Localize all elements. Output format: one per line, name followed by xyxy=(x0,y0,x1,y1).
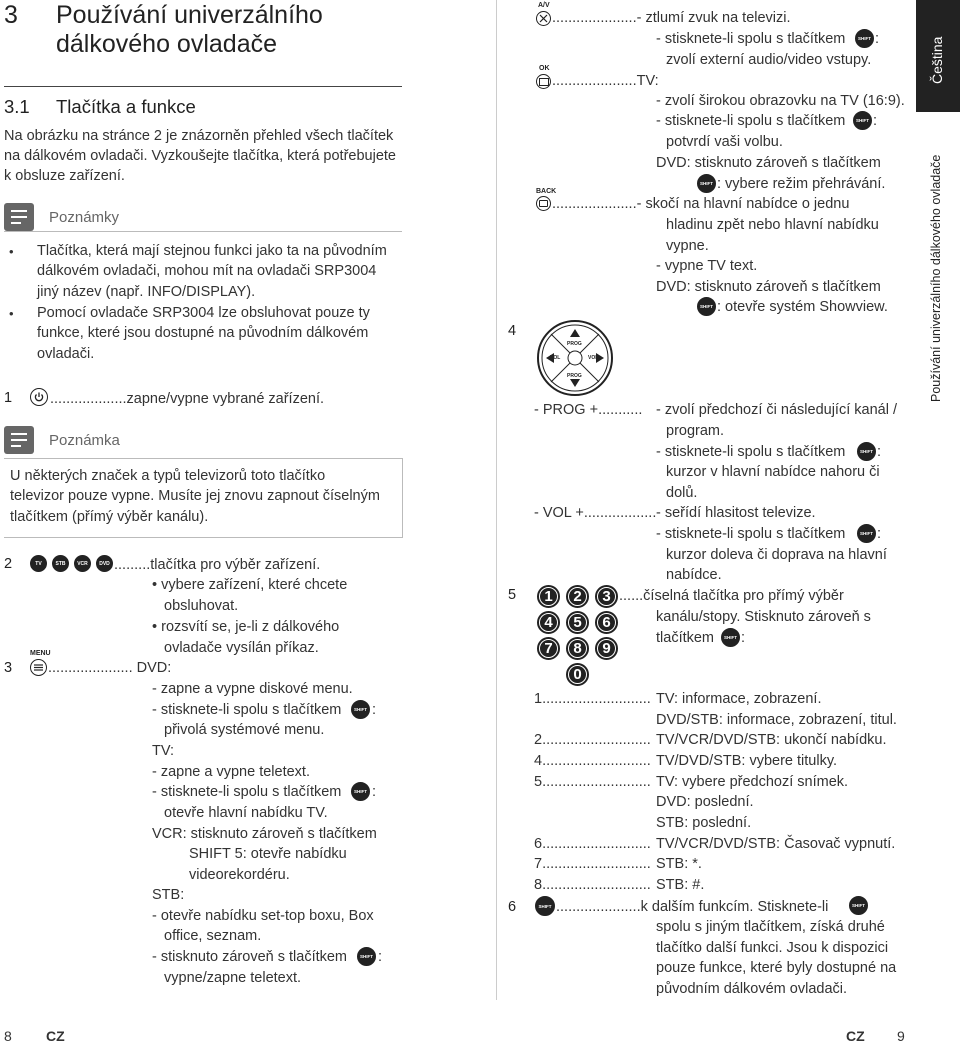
digit-6-button: 6 xyxy=(595,611,618,634)
shift-row-text: TV: informace, zobrazení. xyxy=(656,691,822,707)
prog-line: dolů. xyxy=(666,485,698,501)
item3-line: vypne/zapne teletext. xyxy=(164,970,302,986)
shift-row-text: DVD/STB: informace, zobrazení, titul. xyxy=(656,712,897,728)
shift-row: 6........................... xyxy=(534,836,651,852)
shift-row: 1........................... xyxy=(534,691,651,707)
av-label: A/V xyxy=(538,2,550,9)
digit-0-button: 0 xyxy=(566,663,589,686)
stb-button-icon: STB xyxy=(52,555,69,572)
intro-line: k obsluze zařízení. xyxy=(4,168,125,184)
section-number: 3.1 xyxy=(4,96,30,117)
shift-row-text: TV/VCR/DVD/STB: ukončí nabídku. xyxy=(656,732,887,748)
shift-button-icon: SHIFT xyxy=(535,896,555,916)
item3-line: otevře hlavní nabídku TV. xyxy=(164,805,328,821)
item2-line: ovladače vysílán příkaz. xyxy=(164,640,319,656)
note-line: dálkovém ovladači, mohou mít na ovladači SRP3004 xyxy=(37,263,377,279)
item3-line: videorekordéru. xyxy=(189,867,290,883)
notes-title-rule xyxy=(4,231,402,232)
item2-text: .........tlačítka pro výběr zařízení. xyxy=(114,557,321,573)
digit-2-button: 2 xyxy=(566,585,589,608)
item3-line: - stisknuto zároveň s tlačítkem xyxy=(152,949,348,965)
item3-line: - zapne a vypne diskové menu. xyxy=(152,681,353,697)
digit-8-button: 8 xyxy=(566,637,589,660)
back-line: vypne. xyxy=(666,238,709,254)
prog-line: kurzor v hlavní nabídce nahoru či xyxy=(666,464,880,480)
note-line: Tlačítka, která mají stejnou funkci jako ta na původním xyxy=(37,243,387,259)
note-icon xyxy=(4,203,34,231)
section-title: Tlačítka a funkce xyxy=(56,96,196,117)
back-button-icon xyxy=(536,196,551,211)
item3-line: - stisknete-li spolu s tlačítkem xyxy=(152,702,342,718)
digit-4-button: 4 xyxy=(537,611,560,634)
intro-line: na dálkovém ovladači. Vyzkoušejte tlačítka, která potřebujete xyxy=(4,148,396,164)
language-label: Čeština xyxy=(929,36,945,84)
dvd-button-icon: DVD xyxy=(96,555,113,572)
digit-3-button: 3 xyxy=(595,585,618,608)
prog-line: program. xyxy=(666,423,725,439)
shift-row: 4........................... xyxy=(534,753,651,769)
intro-line: Na obrázku na stránce 2 je znázorněn přehled všech tlačítek xyxy=(4,128,394,144)
back-line: hladinu zpět nebo hlavní nabídku xyxy=(666,217,879,233)
item3-line: - zapne a vypne teletext. xyxy=(152,764,310,780)
shift-line: .....................k dalším funkcím. Stisknete-li xyxy=(556,899,829,915)
av-line: zvolí externí audio/video vstupy. xyxy=(666,52,872,68)
item3-colon: : xyxy=(378,949,383,965)
ok-colon: : xyxy=(873,113,878,129)
shift-icon: SHIFT xyxy=(357,947,376,966)
note-icon xyxy=(4,426,34,454)
item2-bullet-line: • vybere zařízení, které chcete xyxy=(152,577,348,593)
prog-line: - zvolí předchozí či následující kanál / xyxy=(656,402,897,418)
ok-line: - stisknete-li spolu s tlačítkem xyxy=(656,113,846,129)
bullet: • xyxy=(9,244,14,259)
digit-1-button: 1 xyxy=(537,585,560,608)
note-line: U některých značek a typů televizorů toto tlačítko xyxy=(10,468,326,484)
item3-line: VCR: stisknuto zároveň s tlačítkem xyxy=(152,826,377,842)
prog-colon: : xyxy=(877,444,882,460)
item3-line: SHIFT 5: otevře nabídku xyxy=(189,846,347,862)
bullet: • xyxy=(9,306,14,321)
note-line: televizor pouze vypne. Musíte jej znovu zapnout číselným xyxy=(10,488,380,504)
av-colon: : xyxy=(875,31,880,47)
shift-icon: SHIFT xyxy=(721,628,740,647)
shift-icon: SHIFT xyxy=(857,442,876,461)
shift-row-text: STB: poslední. xyxy=(656,815,752,831)
item-number: 1 xyxy=(4,390,13,406)
shift-line: tlačítko další funkci. Jsou k dispozici xyxy=(656,940,889,956)
page-number-right: 9 xyxy=(897,1028,905,1044)
item2-bullet-line: • rozsvítí se, je-li z dálkového xyxy=(152,619,340,635)
item-number: 4 xyxy=(508,323,517,339)
prog-line: - stisknete-li spolu s tlačítkem xyxy=(656,444,846,460)
shift-row: 5........................... xyxy=(534,774,651,790)
column-divider xyxy=(496,0,497,1000)
digits-colon: : xyxy=(741,630,746,646)
item3-line: office, seznam. xyxy=(164,928,262,944)
shift-row-text: TV/VCR/DVD/STB: Časovač vypnutí. xyxy=(656,836,896,852)
shift-icon: SHIFT xyxy=(697,174,716,193)
note-line: funkce, které jsou dostupné na původním dálkovém xyxy=(37,325,369,341)
item3-line: STB: xyxy=(152,887,185,903)
shift-icon: SHIFT xyxy=(351,782,370,801)
back-line: .....................- skočí na hlavní nabídce o jednu xyxy=(552,196,850,212)
dpad-vol-label: VOL xyxy=(550,355,561,361)
page-number-left: 8 xyxy=(4,1028,12,1044)
digit-5-button: 5 xyxy=(566,611,589,634)
note-line: Pomocí ovladače SRP3004 lze obsluhovat pouze ty xyxy=(37,305,370,321)
shift-row: 7........................... xyxy=(534,856,651,872)
sidebar-chapter-title: Používání univerzálního dálkového ovladače xyxy=(929,154,943,402)
prog-key: - PROG +........... xyxy=(534,402,643,418)
shift-row-text: TV/DVD/STB: vybere titulky. xyxy=(656,753,838,769)
chapter-number: 3 xyxy=(4,1,18,29)
item-number: 6 xyxy=(508,899,517,915)
av-line: .....................- ztlumí zvuk na televizi. xyxy=(552,10,791,26)
chapter-title-line1: Používání univerzálního xyxy=(56,1,323,29)
ok-line: : vybere režim přehrávání. xyxy=(717,176,886,192)
vol-key: - VOL +.................. xyxy=(534,505,657,521)
shift-line: spolu s jiným tlačítkem, získá druhé xyxy=(656,919,885,935)
item3-colon: : xyxy=(372,702,377,718)
item3-line: - otevře nabídku set-top boxu, Box xyxy=(152,908,374,924)
item2-line: obsluhovat. xyxy=(164,598,239,614)
tv-button-icon: TV xyxy=(30,555,47,572)
menu-label: MENU xyxy=(30,650,51,657)
vol-line: nabídce. xyxy=(666,567,722,583)
ok-line: .....................TV: xyxy=(552,73,659,89)
shift-row-text: DVD: poslední. xyxy=(656,794,754,810)
digits-line: kanálu/stopy. Stisknuto zároveň s xyxy=(656,609,871,625)
dpad-prog-label: PROG xyxy=(567,373,582,379)
vcr-button-icon: VCR xyxy=(74,555,91,572)
item3-line: přivolá systémové menu. xyxy=(164,722,325,738)
footer-lang-left: CZ xyxy=(46,1028,65,1044)
item3-colon: : xyxy=(372,784,377,800)
shift-icon: SHIFT xyxy=(351,700,370,719)
digit-9-button: 9 xyxy=(595,637,618,660)
ok-line: potvrdí vaši volbu. xyxy=(666,134,783,150)
shift-icon: SHIFT xyxy=(853,111,872,130)
shift-icon: SHIFT xyxy=(697,297,716,316)
shift-row: 8........................... xyxy=(534,877,651,893)
vol-line: kurzor doleva či doprava na hlavní xyxy=(666,547,887,563)
item-number: 5 xyxy=(508,587,517,603)
dpad-prog-label: PROG xyxy=(567,341,582,347)
note-line: tlačítkem (přímý výběr kanálu). xyxy=(10,509,209,525)
chapter-title-line2: dálkového ovladače xyxy=(56,30,277,58)
digit-7-button: 7 xyxy=(537,637,560,660)
note-title: Poznámka xyxy=(49,432,120,449)
item-number: 3 xyxy=(4,660,13,676)
shift-row-text: STB: #. xyxy=(656,877,705,893)
item3-line: ..................... DVD: xyxy=(48,660,172,676)
menu-button-icon xyxy=(30,659,47,676)
shift-row-text: STB: *. xyxy=(656,856,702,872)
vol-line: - seřídí hlasitost televize. xyxy=(656,505,816,521)
dpad-icon xyxy=(535,318,615,398)
ok-label: OK xyxy=(539,65,550,72)
digits-line: ......číselná tlačítka pro přímý výběr xyxy=(619,588,844,604)
ok-line: DVD: stisknuto zároveň s tlačítkem xyxy=(656,155,881,171)
note-line: jiný název (např. INFO/DISPLAY). xyxy=(37,284,256,300)
back-label: BACK xyxy=(536,188,557,195)
footer-lang-right: CZ xyxy=(846,1028,865,1044)
item1-text: ...................zapne/vypne vybrané zařízení. xyxy=(50,391,325,407)
ok-line: - zvolí širokou obrazovku na TV (16:9). xyxy=(656,93,905,109)
item-number: 2 xyxy=(4,556,13,572)
shift-icon: SHIFT xyxy=(855,29,874,48)
shift-line: pouze funkce, které byly dostupné na xyxy=(656,960,897,976)
vol-colon: : xyxy=(877,526,882,542)
shift-row: 2........................... xyxy=(534,732,651,748)
notes-title: Poznámky xyxy=(49,209,120,226)
chapter-rule xyxy=(4,86,402,87)
dpad-vol-label: VOL xyxy=(588,355,599,361)
shift-icon: SHIFT xyxy=(857,524,876,543)
av-line: - stisknete-li spolu s tlačítkem xyxy=(656,31,846,47)
item3-line: - stisknete-li spolu s tlačítkem xyxy=(152,784,342,800)
back-line: : otevře systém Showview. xyxy=(717,299,888,315)
note-line: ovladači. xyxy=(37,346,95,362)
back-line: - vypne TV text. xyxy=(656,258,758,274)
item3-line: TV: xyxy=(152,743,175,759)
shift-line: původním dálkovém ovladači. xyxy=(656,981,848,997)
shift-row-text: TV: vybere předchozí snímek. xyxy=(656,774,849,790)
power-icon xyxy=(30,388,48,406)
ok-button-icon xyxy=(536,74,551,89)
sidebar xyxy=(916,0,960,1045)
mute-icon xyxy=(536,11,551,26)
vol-line: - stisknete-li spolu s tlačítkem xyxy=(656,526,846,542)
shift-icon: SHIFT xyxy=(849,896,868,915)
back-line: DVD: stisknuto zároveň s tlačítkem xyxy=(656,279,881,295)
digits-line: tlačítkem xyxy=(656,630,715,646)
